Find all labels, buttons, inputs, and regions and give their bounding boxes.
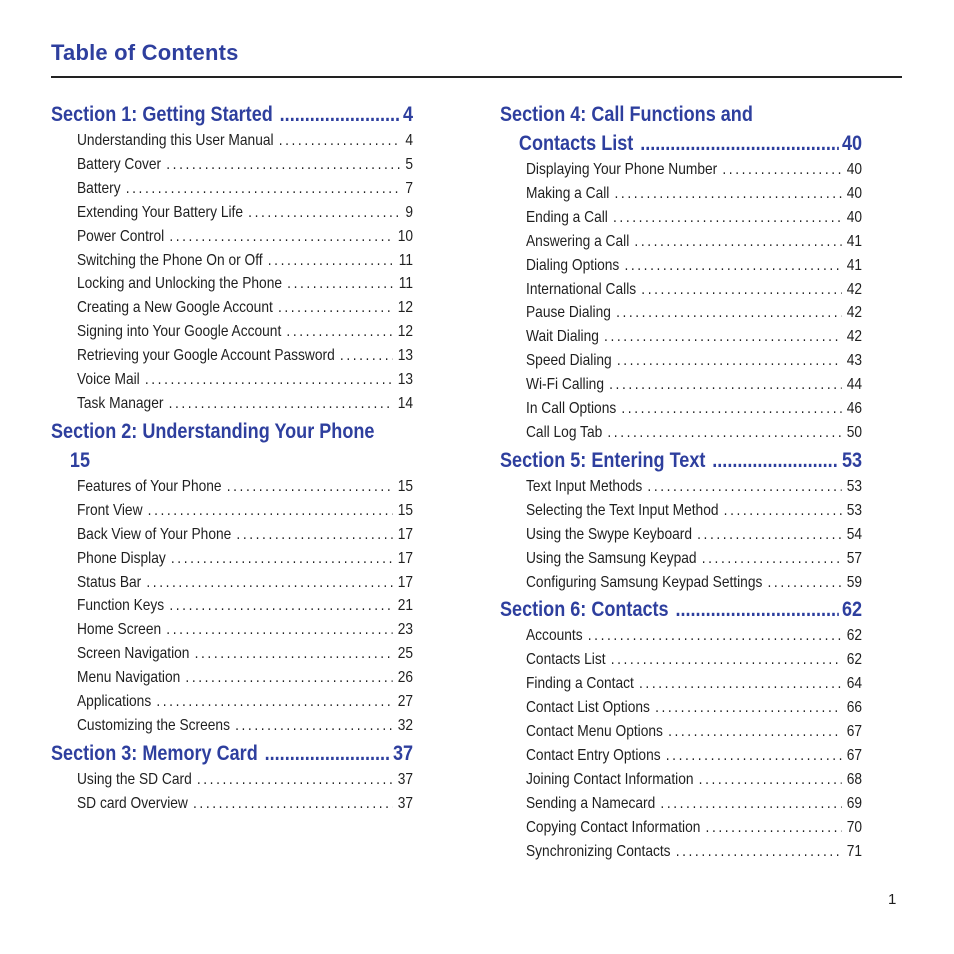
toc-entry-label: Task Manager: [77, 394, 164, 412]
toc-entry[interactable]: [526, 278, 862, 302]
toc-entry-label: Synchronizing Contacts: [526, 842, 671, 860]
toc-entry-label: Wi-Fi Calling: [526, 376, 604, 394]
toc-entry-label: Menu Navigation: [77, 669, 181, 687]
toc-entry-label: Pause Dialing: [526, 304, 611, 322]
toc-entry-label: Wait Dialing: [526, 328, 599, 346]
toc-entry-page: 5: [405, 155, 414, 173]
toc-entry[interactable]: [77, 768, 413, 792]
toc-entry-page: 12: [397, 323, 414, 341]
toc-entry[interactable]: [77, 272, 413, 296]
dot-leader: [185, 666, 392, 690]
toc-entry[interactable]: [77, 666, 413, 690]
toc-entry-label: Joining Contact Information: [526, 770, 694, 788]
dot-leader: [286, 320, 392, 344]
toc-entry-label: SD card Overview: [77, 794, 188, 812]
toc-entry[interactable]: [526, 547, 862, 571]
toc-entry[interactable]: [526, 325, 862, 349]
toc-entry[interactable]: [77, 296, 413, 320]
toc-section-heading[interactable]: [500, 100, 862, 158]
header-divider: [51, 76, 902, 78]
toc-entry-page: 25: [397, 645, 414, 663]
toc-section-heading[interactable]: [500, 446, 862, 475]
dot-leader: [624, 254, 841, 278]
toc-entry-list: [51, 475, 413, 738]
dot-leader: [227, 475, 393, 499]
toc-entry-label: Text Input Methods: [526, 477, 643, 495]
toc-entry-page: 46: [846, 400, 863, 418]
toc-section-heading[interactable]: [51, 100, 413, 129]
toc-entry-page: 67: [846, 723, 863, 741]
toc-entry-page: 67: [846, 746, 863, 764]
toc-entry-page: 70: [846, 818, 863, 836]
toc-entry-label: Applications: [77, 693, 152, 711]
toc-entry[interactable]: [77, 249, 413, 273]
toc-entry-page: 17: [397, 525, 414, 543]
toc-entry[interactable]: [77, 547, 413, 571]
dot-leader: [702, 547, 842, 571]
toc-entry[interactable]: [77, 523, 413, 547]
toc-entry-label: Using the SD Card: [77, 770, 192, 788]
toc-entry-label: Voice Mail: [77, 371, 140, 389]
dot-leader: [668, 720, 842, 744]
toc-entry[interactable]: [526, 744, 862, 768]
section-page: 62: [841, 598, 863, 622]
dot-leader: [615, 182, 842, 206]
toc-entry-page: 43: [846, 352, 863, 370]
toc-entry-label: Contact List Options: [526, 699, 650, 717]
toc-entry-label: Using the Samsung Keypad: [526, 549, 697, 567]
toc-entry-page: 13: [397, 371, 414, 389]
toc-entry-page: 66: [846, 699, 863, 717]
toc-entry-page: 40: [846, 184, 863, 202]
dot-leader: [169, 225, 392, 249]
dot-leader: [156, 690, 392, 714]
dot-leader: [697, 523, 841, 547]
dot-leader: [236, 523, 392, 547]
dot-leader: [617, 349, 842, 373]
section-page: 15: [69, 448, 91, 472]
dot-leader: [676, 840, 842, 864]
toc-entry[interactable]: [77, 177, 413, 201]
dot-leader: [268, 249, 394, 273]
toc-entry-page: 41: [846, 256, 863, 274]
toc-entry[interactable]: [77, 320, 413, 344]
toc-entry[interactable]: [526, 696, 862, 720]
dot-leader: [768, 571, 842, 595]
toc-entry[interactable]: [526, 349, 862, 373]
toc-entry-label: Screen Navigation: [77, 645, 190, 663]
toc-entry[interactable]: [77, 201, 413, 225]
dot-leader: [639, 672, 842, 696]
toc-entry-page: 40: [846, 161, 863, 178]
section-page: 37: [392, 741, 414, 765]
dot-leader: [641, 278, 841, 302]
toc-entry-page: 7: [405, 179, 414, 197]
toc-entry-page: 37: [397, 794, 414, 812]
toc-entry-page: 71: [846, 842, 863, 860]
toc-entry[interactable]: [526, 840, 862, 864]
toc-entry-page: 4: [405, 132, 414, 149]
toc-entry-page: 40: [846, 208, 863, 226]
dot-leader: [126, 177, 400, 201]
toc-entry-label: Creating a New Google Account: [77, 299, 273, 317]
toc-entry[interactable]: [526, 792, 862, 816]
dot-leader: [340, 344, 393, 368]
toc-entry-label: Power Control: [77, 227, 165, 245]
toc-entry-label: Features of Your Phone: [77, 477, 222, 495]
toc-entry-label: Retrieving your Google Account Password: [77, 347, 335, 365]
toc-entry-label: Speed Dialing: [526, 352, 612, 370]
toc-entry-page: 10: [397, 227, 414, 245]
toc-entry-page: 41: [846, 232, 863, 250]
toc-entry-label: Configuring Samsung Keypad Settings: [526, 573, 763, 591]
dot-leader: [235, 714, 392, 738]
toc-entry-label: Displaying Your Phone Number: [526, 161, 718, 178]
toc-entry-label: Using the Swype Keyboard: [526, 525, 692, 543]
toc-entry-label: Finding a Contact: [526, 675, 634, 693]
dot-leader: [647, 475, 841, 499]
dot-leader: [712, 446, 838, 475]
section-title: Section 2: Understanding Your Phone: [51, 419, 375, 443]
section-page: 4: [403, 103, 414, 126]
toc-entry-page: 42: [846, 304, 863, 322]
toc-entry[interactable]: [77, 475, 413, 499]
toc-entry[interactable]: [77, 368, 413, 392]
toc-entry-page: 59: [846, 573, 863, 591]
dot-leader: [166, 618, 392, 642]
toc-entry[interactable]: [77, 642, 413, 666]
toc-entry-page: 54: [846, 525, 863, 543]
toc-entry[interactable]: [526, 397, 862, 421]
dot-leader: [279, 129, 400, 153]
toc-entry-label: Call Log Tab: [526, 423, 603, 441]
dot-leader: [146, 571, 392, 595]
toc-entry-label: Extending Your Battery Life: [77, 203, 244, 221]
toc-entry-list: [500, 624, 862, 863]
dot-leader: [248, 201, 399, 225]
dot-leader: [197, 768, 393, 792]
toc-entry[interactable]: [526, 571, 862, 595]
toc-entry-page: 23: [397, 621, 414, 639]
toc-entry[interactable]: [526, 206, 862, 230]
toc-entry-label: Phone Display: [77, 549, 166, 567]
toc-entry-page: 44: [846, 376, 863, 394]
dot-leader: [604, 325, 842, 349]
toc-entry-label: Locking and Unlocking the Phone: [77, 275, 283, 293]
toc-entry-page: 57: [846, 549, 863, 567]
toc-entry-label: Battery: [77, 179, 121, 197]
toc-entry[interactable]: [77, 690, 413, 714]
dot-leader: [616, 301, 842, 325]
section-title: Section 3: Memory Card: [51, 741, 258, 765]
section-title: Section 4: Call Functions and: [500, 103, 753, 126]
toc-entry-label: Front View: [77, 501, 143, 519]
dot-leader: [722, 158, 841, 182]
toc-entry[interactable]: [77, 714, 413, 738]
dot-leader: [280, 100, 400, 129]
toc-entry[interactable]: [526, 720, 862, 744]
page-title: Table of Contents: [51, 40, 239, 65]
toc-entry[interactable]: [526, 672, 862, 696]
toc-entry-label: Accounts: [526, 627, 583, 645]
dot-leader: [278, 296, 393, 320]
toc-entry-label: In Call Options: [526, 400, 617, 418]
toc-entry[interactable]: [526, 648, 862, 672]
toc-entry-list: [500, 475, 862, 595]
toc-entry-page: 11: [398, 275, 414, 293]
toc-entry[interactable]: [526, 230, 862, 254]
toc-entry-label: Switching the Phone On or Off: [77, 251, 263, 269]
dot-leader: [171, 547, 393, 571]
toc-entry[interactable]: [526, 523, 862, 547]
section-title: Section 1: Getting Started: [51, 103, 273, 126]
dot-leader: [148, 499, 393, 523]
toc-entry[interactable]: [526, 158, 862, 182]
toc-section-heading[interactable]: [51, 739, 413, 768]
section-title: Section 5: Entering Text: [500, 448, 706, 472]
toc-entry[interactable]: [526, 816, 862, 840]
toc-entry-label: Function Keys: [77, 597, 165, 615]
toc-entry-label: Answering a Call: [526, 232, 630, 250]
toc-entry-label: Selecting the Text Input Method: [526, 501, 719, 519]
toc-section-heading[interactable]: [500, 595, 862, 624]
toc-entry-label: Dialing Options: [526, 256, 620, 274]
toc-entry-page: 15: [397, 477, 414, 495]
dot-leader: [621, 397, 841, 421]
dot-leader: [699, 768, 842, 792]
dot-leader: [169, 392, 393, 416]
toc-entry-label: Copying Contact Information: [526, 818, 701, 836]
toc-entry-page: 42: [846, 328, 863, 346]
toc-entry-page: 37: [397, 770, 414, 788]
toc-entry-label: Making a Call: [526, 184, 610, 202]
toc-entry-page: 26: [397, 669, 414, 687]
toc-entry[interactable]: [77, 499, 413, 523]
toc-entry-label: Customizing the Screens: [77, 716, 230, 734]
dot-leader: [613, 206, 842, 230]
toc-entry-page: 14: [397, 394, 414, 412]
dot-leader: [655, 696, 842, 720]
toc-entry-page: 53: [846, 477, 863, 495]
toc-entry-page: 21: [397, 597, 414, 615]
dot-leader: [287, 272, 393, 296]
toc-entry[interactable]: [526, 475, 862, 499]
toc-entry[interactable]: [526, 301, 862, 325]
toc-entry-page: 32: [397, 716, 414, 734]
toc-entry[interactable]: [77, 618, 413, 642]
toc-entry[interactable]: [77, 392, 413, 416]
dot-leader: [666, 744, 842, 768]
dot-leader: [706, 816, 842, 840]
dot-leader: [195, 642, 393, 666]
toc-entry[interactable]: [77, 225, 413, 249]
dot-leader: [609, 373, 841, 397]
toc-entry-page: 11: [398, 251, 414, 269]
toc-entry[interactable]: [526, 254, 862, 278]
toc-entry-page: 17: [397, 549, 414, 567]
dot-leader: [634, 230, 841, 254]
toc-entry-page: 50: [846, 423, 863, 441]
toc-entry-page: 12: [397, 299, 414, 317]
toc-entry[interactable]: [77, 792, 413, 816]
toc-entry-label: Status Bar: [77, 573, 142, 591]
dot-leader: [169, 594, 392, 618]
toc-entry-label: Sending a Namecard: [526, 794, 656, 812]
dot-leader: [675, 595, 838, 624]
toc-entry[interactable]: [77, 344, 413, 368]
toc-entry[interactable]: [77, 153, 413, 177]
toc-entry-page: 15: [397, 501, 414, 519]
toc-entry-page: 62: [846, 651, 863, 669]
toc-entry-label: Ending a Call: [526, 208, 608, 226]
toc-entry-page: 68: [846, 770, 863, 788]
toc-entry-page: 64: [846, 675, 863, 693]
toc-entry-page: 53: [846, 501, 863, 519]
toc-entry[interactable]: [77, 129, 413, 153]
dot-leader: [588, 624, 842, 648]
toc-entry-label: International Calls: [526, 280, 637, 298]
toc-entry-page: 27: [397, 693, 414, 711]
toc-entry-label: Battery Cover: [77, 155, 162, 173]
section-page: 53: [841, 448, 863, 472]
dot-leader: [640, 129, 838, 158]
section-title-continued: Contacts List: [518, 132, 634, 155]
toc-entry-page: 69: [846, 794, 863, 812]
toc-entry[interactable]: [526, 421, 862, 445]
toc-right-column: [500, 100, 862, 864]
dot-leader: [724, 499, 842, 523]
page-number: 1: [888, 891, 897, 908]
toc-entry-label: Signing into Your Google Account: [77, 323, 282, 341]
toc-entry-label: Contacts List: [526, 651, 606, 669]
toc-entry[interactable]: [77, 571, 413, 595]
toc-entry[interactable]: [526, 768, 862, 792]
toc-entry-page: 42: [846, 280, 863, 298]
toc-entry-label: Back View of Your Phone: [77, 525, 232, 543]
dot-leader: [607, 421, 841, 445]
toc-entry-label: Understanding this User Manual: [77, 132, 274, 149]
toc-entry-label: Contact Entry Options: [526, 746, 661, 764]
dot-leader: [145, 368, 393, 392]
toc-entry[interactable]: [526, 373, 862, 397]
toc-entry[interactable]: [526, 499, 862, 523]
dot-leader: [265, 739, 390, 768]
dot-leader: [660, 792, 841, 816]
toc-entry[interactable]: [526, 182, 862, 206]
toc-entry[interactable]: [526, 624, 862, 648]
toc-entry-page: 9: [405, 203, 414, 221]
toc-entry-list: [500, 158, 862, 445]
toc-entry-label: Home Screen: [77, 621, 162, 639]
toc-entry-list: [51, 768, 413, 816]
toc-entry-page: 17: [397, 573, 414, 591]
toc-entry[interactable]: [77, 594, 413, 618]
toc-entry-page: 62: [846, 627, 863, 645]
toc-section-heading[interactable]: [51, 417, 413, 475]
toc-entry-list: [51, 129, 413, 416]
section-page: 40: [841, 132, 863, 155]
toc-entry-page: 13: [397, 347, 414, 365]
toc-left-column: [51, 100, 413, 817]
toc-entry-label: Contact Menu Options: [526, 723, 663, 741]
dot-leader: [193, 792, 393, 816]
section-title: Section 6: Contacts: [500, 598, 669, 622]
dot-leader: [611, 648, 842, 672]
dot-leader: [166, 153, 399, 177]
